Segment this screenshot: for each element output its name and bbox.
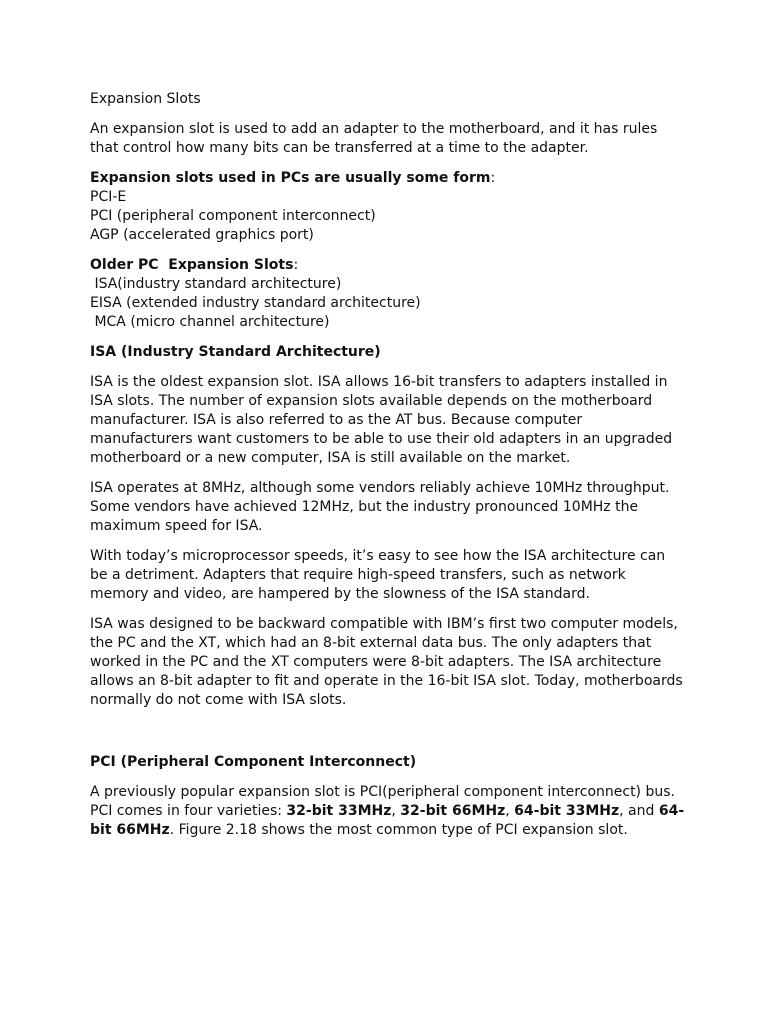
slot-item-eisa: EISA (extended industry standard architecture)	[90, 295, 421, 311]
document-page	[90, 90, 690, 840]
pci-paragraph	[90, 783, 690, 840]
intro-paragraph	[90, 120, 690, 158]
text-line: With today’s microprocessor speeds, it’s easy to see how the ISA architecture can	[90, 548, 666, 564]
text-line: be a detriment. Adapters that require high-speed transfers, such as network	[90, 567, 626, 583]
text-line: allows an 8-bit adapter to fit and operate in the 16-bit ISA slot. Today, motherboards	[90, 673, 683, 689]
current-slots-section	[90, 169, 690, 245]
older-slots-heading: Older PC Expansion Slots:	[90, 257, 299, 273]
isa-paragraph	[90, 615, 690, 710]
current-slots-heading: Expansion slots used in PCs are usually some form:	[90, 170, 496, 186]
text-line: PCI comes in four varieties: 32-bit 33MHz, 32-bit 66MHz, 64-bit 33MHz, and 64-	[90, 803, 685, 819]
text-line: memory and video, are hampered by the slowness of the ISA standard.	[90, 586, 590, 602]
pci-heading: PCI (Peripheral Component Interconnect)	[90, 754, 417, 770]
text-line: A previously popular expansion slot is PCI(peripheral component interconnect) bus.	[90, 784, 675, 800]
text-line: worked in the PC and the XT computers were 8-bit adapters. The ISA architecture	[90, 654, 662, 670]
text-line: the PC and the XT, which had an 8-bit external data bus. The only adapters that	[90, 635, 652, 651]
text-line: manufacturer. ISA is also referred to as the AT bus. Because computer	[90, 412, 583, 428]
text-line: normally do not come with ISA slots.	[90, 692, 347, 708]
slot-item-pci: PCI (peripheral component interconnect)	[90, 208, 376, 224]
text-line: ISA is the oldest expansion slot. ISA allows 16-bit transfers to adapters installed in	[90, 374, 668, 390]
text-line: maximum speed for ISA.	[90, 518, 263, 534]
isa-paragraph	[90, 373, 690, 468]
slot-item-mca: MCA (micro channel architecture)	[90, 314, 330, 330]
text-line: motherboard or a new computer, ISA is still available on the market.	[90, 450, 571, 466]
older-slots-section	[90, 256, 690, 332]
text-line: Some vendors have achieved 12MHz, but the industry pronounced 10MHz the	[90, 499, 639, 515]
isa-paragraph	[90, 547, 690, 604]
text-line: bit 66MHz. Figure 2.18 shows the most common type of PCI expansion slot.	[90, 822, 628, 838]
document-title: Expansion Slots	[90, 91, 201, 107]
text-line: ISA was designed to be backward compatible with IBM’s first two computer models,	[90, 616, 678, 632]
text-line: ISA operates at 8MHz, although some vendors reliably achieve 10MHz throughput.	[90, 480, 670, 496]
slot-item-isa: ISA(industry standard architecture)	[90, 276, 342, 292]
text-line: that control how many bits can be transferred at a time to the adapter.	[90, 140, 589, 156]
text-line: manufacturers want customers to be able to use their old adapters in an upgraded	[90, 431, 673, 447]
slot-item-agp: AGP (accelerated graphics port)	[90, 227, 314, 243]
isa-paragraph	[90, 479, 690, 536]
text-line: ISA slots. The number of expansion slots available depends on the motherboard	[90, 393, 653, 409]
isa-heading: ISA (Industry Standard Architecture)	[90, 344, 381, 360]
text-line: An expansion slot is used to add an adapter to the motherboard, and it has rules	[90, 121, 658, 137]
slot-item-pcie: PCI-E	[90, 189, 127, 205]
